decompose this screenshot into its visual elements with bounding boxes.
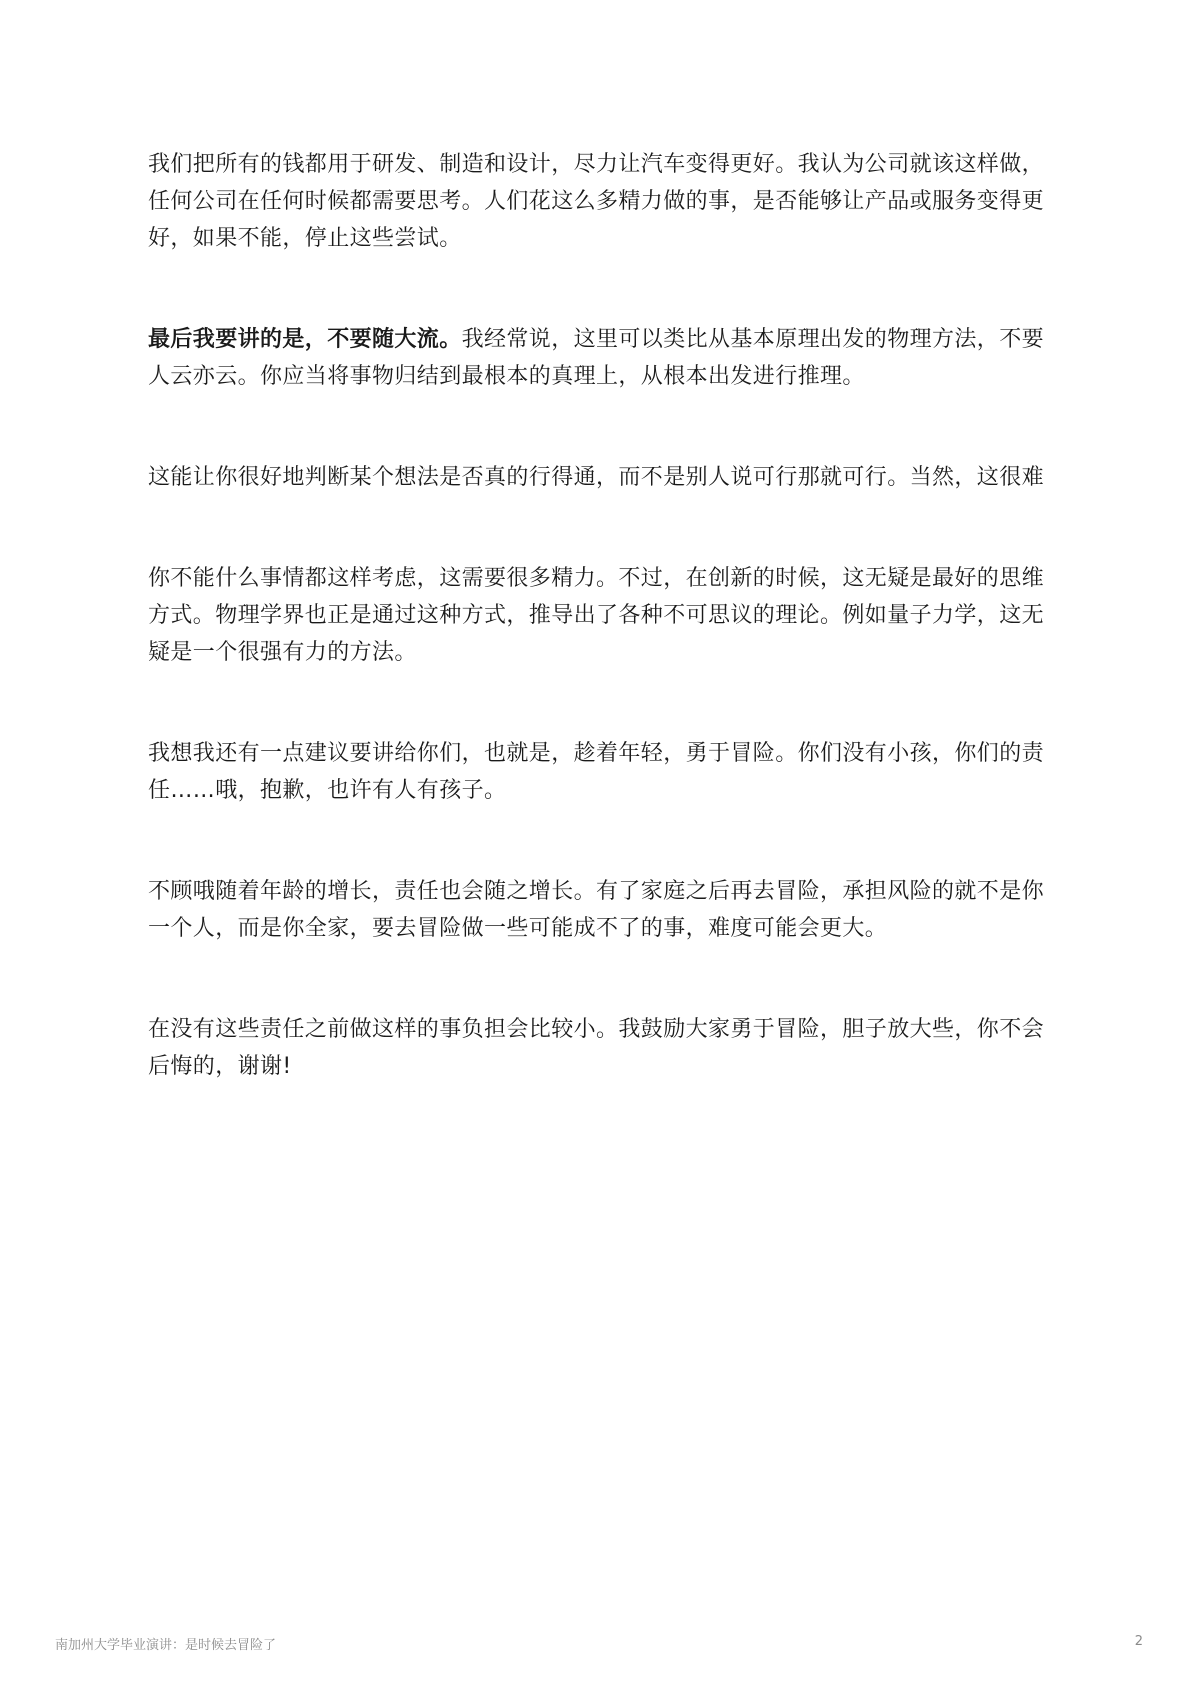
paragraph: [148, 873, 1048, 947]
footer-document-title: 南加州大学毕业演讲：是时候去冒险了: [55, 1638, 277, 1653]
paragraph: [148, 459, 1048, 496]
paragraph: [148, 560, 1048, 671]
paragraph: [148, 1011, 1048, 1085]
paragraph-text: 在没有这些责任之前做这样的事负担会比较小。我鼓励大家勇于冒险，胆子放大些，你不会后悔的，谢谢!: [148, 1017, 1045, 1079]
paragraph-text: 我想我还有一点建议要讲给你们，也就是，趁着年轻，勇于冒险。你们没有小孩，你们的责任……哦，抱歉，也许有人有孩子。: [148, 741, 1045, 803]
paragraph-text: 我经常说，这里可以类比从基本原理出发的物理方法，不要人云亦云。你应当将事物归结到最根本的真理上，从根本出发进行推理。: [148, 327, 1045, 389]
paragraph: [148, 735, 1048, 809]
paragraph: [148, 146, 1048, 257]
document-body: [148, 146, 1048, 1149]
paragraph-text: 不顾哦随着年龄的增长，责任也会随之增长。有了家庭之后再去冒险，承担风险的就不是你一个人，而是你全家，要去冒险做一些可能成不了的事，难度可能会更大。: [148, 879, 1045, 941]
paragraph-text: 你不能什么事情都这样考虑，这需要很多精力。不过，在创新的时候，这无疑是最好的思维方式。物理学界也正是通过这种方式，推导出了各种不可思议的理论。例如量子力学，这无疑是一个很强有力的方法。: [148, 566, 1045, 665]
paragraph-text: 我们把所有的钱都用于研发、制造和设计，尽力让汽车变得更好。我认为公司就该这样做，任何公司在任何时候都需要思考。人们花这么多精力做的事，是否能够让产品或服务变得更好，如果不能，停止这些尝试。: [148, 152, 1045, 251]
paragraph-bold-lead: 最后我要讲的是，不要随大流。: [148, 327, 462, 352]
paragraph-text: 这能让你很好地判断某个想法是否真的行得通，而不是别人说可行那就可行。当然，这很难: [148, 465, 1045, 490]
paragraph: [148, 321, 1048, 395]
footer-page-number: 2: [1134, 1634, 1143, 1649]
